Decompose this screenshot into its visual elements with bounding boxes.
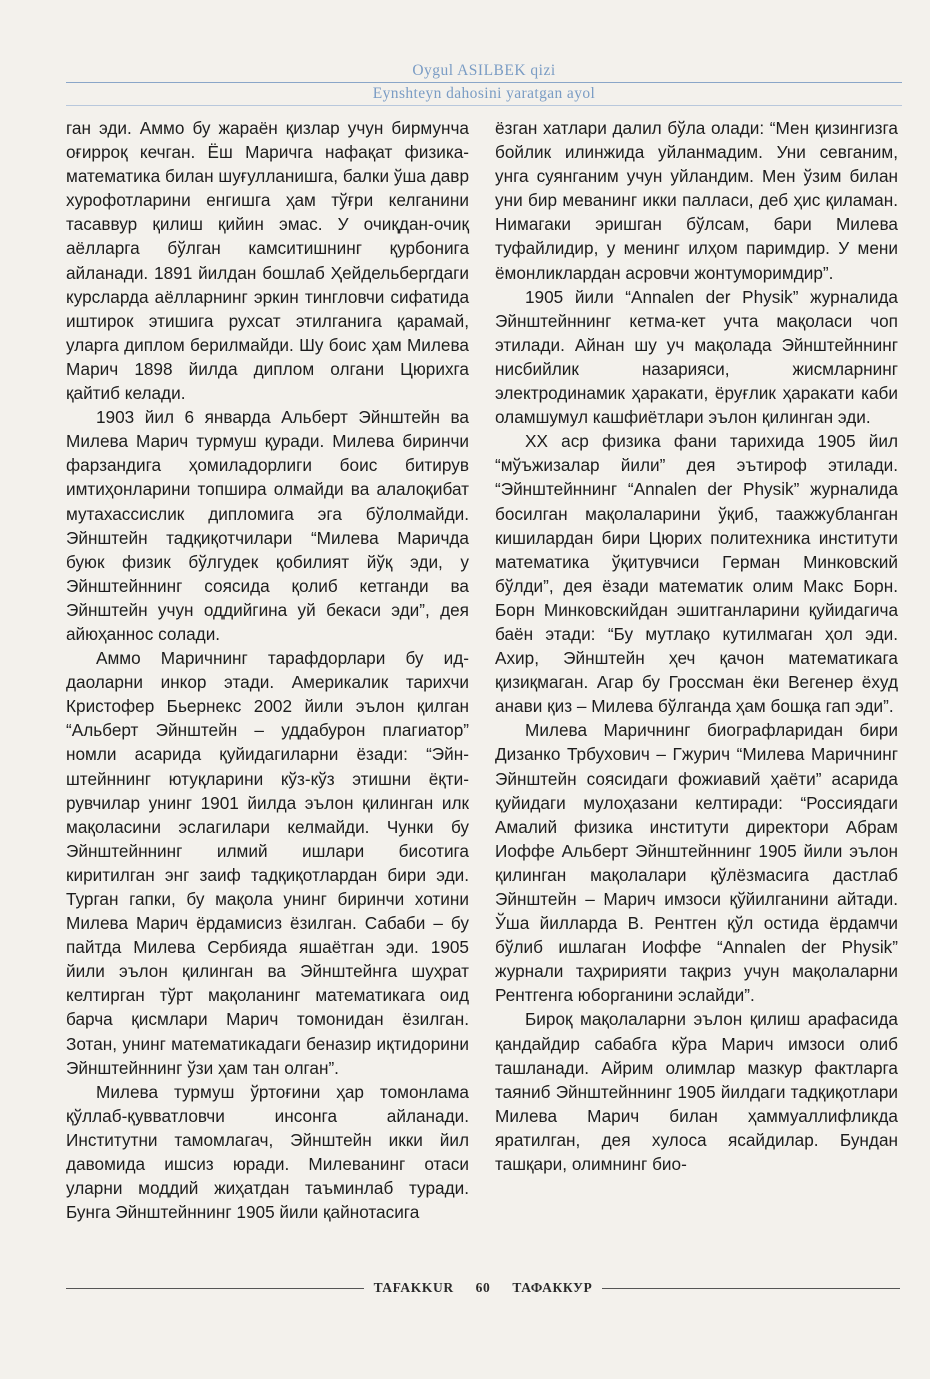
paragraph: XX аср физика фани тарихида 1905 йил “мўъжизалар йили” дея эътироф этилади. “Эйнштейннинг “Annalen der Physik” журналида босилган мақолаларини ўқиб, таажжубланган кишилардан бири Цюрих политехника институти математика ўқитувчиси Герман Минковский бўлди”, дея ёзади математик олим Макс Борн. Борн Минковскийдан эшитганларини қуйидагича баён этади: “Бу мутлақо кутилмаган ҳол эди. Ахир, Эйнштейн ҳеч қачон математикага қизиқмаган. Агар бу Гроссман ёки Вегенер ёхуд анави қиз – Милева бўлганда ҳам бошқа гап эди”. [495,431,898,717]
footer-rule-left [66,1288,364,1289]
paragraph: ган эди. Аммо бу жараён қизлар учун бирмунча оғирроқ кечган. Ёш Маричга нафақат физика-математика билан шуғулланишга, балки ўша давр хурофотларини енгишга ҳам тўғри келганини тасаввур қилиш қийин эмас. У очиқдан-очиқ аёлларга бўлган камситишнинг қурбонига айланади. 1891 йилдан бошлаб Ҳейдельбергдаги курсларда аёлларнинг эркин тингловчи сифатида иштирок этишига рухсат этилганига қарамай, уларга диплом берилмайди. Шу боис ҳам Милева Марич 1898 йилда диплом олгани Цюрихга қайтиб келади. [66,118,469,404]
paragraph: ёзган хатлари далил бўла олади: “Мен қизингизга бойлик илинжида уйланмадим. Уни севганим, унга суянганим учун уйландим. Мен ўзим билан уни бир меванинг икки палласи, деб ҳис қиламан. Нимагаки эришган бўлсам, бари Милева туфайлидир, у менинг илҳом паримдир. У мени ёмонликлардан асровчи жонтуморимдир”. [495,118,898,283]
paragraph: Бироқ мақолаларни эълон қилиш арафасида қандайдир сабабга кўра Марич имзоси олиб ташланади. Айрим олимлар мазкур фактларга таяниб Эйнштейннинг 1905 йилдаги тадқиқотлари Милева Марич билан ҳаммуаллифликда яратилган, дея хулоса ясайдилар. Бундан ташқари, олимнинг био- [495,1009,898,1175]
magazine-name-latin: TAFAKKUR [373,1280,454,1295]
running-head-title: Eynshteyn dahosini yaratgan ayol [372,85,596,102]
running-head-rule-lower [66,105,902,106]
text-column-right [495,116,898,1176]
paragraph: Милева Маричнинг биографларидан бири Дизанко Трбухович – Гжурич “Милева Маричнинг Эйнштейн соясидаги фожиавий ҳаёти” асарида қуйидаги мулоҳазани келтиради: “Россиядаги Амалий физика институти директори Абрам Иоффе Альберт Эйнштейннинг 1905 йили эълон қилинган мақолалари қўлёзмасига дастлаб Эйнштейн – Марич имзоси қўйилганини айтади. Ўша йилларда В. Рентген қўл остида ёрдамчи бўлиб ишлаган Иоффе “Annalen der Physik” журнали таҳририяти тақриз учун мақолаларни Рентгенга юборганини эслайди”. [495,720,898,1006]
paragraph: Аммо Маричнинг тарафдорлари бу иддаоларни инкор этади. Америкалик тарихчи Кристофер Бьернекс 2002 йили эълон қилган “Альберт Эйнштейн – уддабурон плагиатор” номли асарида қуйидагиларни ёзади: “Эйнштейннинг ютуқларини кўз-кўз этишни ёқтирувчилар унинг 1901 йилда эълон қилинган илк мақоласини эслагилари келмайди. Чунки бу Эйнштейннинг илмий ишлари бисотига киритилган энг заиф тадқиқотлардан бири эди. Турган гапки, бу мақола унинг биринчи хотини Милева Марич ёрдамисиз ёзилган. Сабаби – бу пайтда Милева Сербияда яшаётган эди. 1905 йили эълон қилинган ва Эйнштейнга шуҳрат келтирган тўрт мақоланинг математикага оид барча қисмлари Марич томонидан ёзилган. Зотан, унинг математикадаги беназир иқтидорини Эйнштейннинг ўзи ҳам тан олган”. [66,648,469,1078]
running-head-author: Oygul ASILBEK qizi [412,62,556,79]
paragraph: 1903 йил 6 январда Альберт Эйнштейн ва Милева Марич турмуш қуради. Милева биринчи фарзандига ҳомиладорлиги боис битирув имтиҳонларини топшира олмайди ва алалоқибат мутахассислик дипломига эга бўлолмайди. Эйнштейн тадқиқотчилари “Милева Маричда буюк физик бўлгудек қобилият йўқ эди, у Эйнштейннинг соясида қолиб кетганди ва Эйнштейн учун оддийгина уй бекаси эди”, дея айюҳаннос солади. [66,407,469,644]
magazine-name-cyrillic: ТАФАККУР [512,1280,593,1295]
paragraph: Милева турмуш ўртоғини ҳар томонлама қўллаб-қувватловчи инсонга айланади. Институтни тамомлагач, Эйнштейн икки йил давомида ишсиз юради. Милеванинг отаси уларни моддий жиҳатдан таъминлаб туради. Бунга Эйнштейннинг 1905 йили қайнотасига [66,1081,469,1223]
footer-rule-right [602,1288,900,1289]
text-column-left [66,116,469,1224]
running-head [66,60,902,106]
page-number: 60 [475,1280,491,1295]
page-footer [66,1276,900,1300]
paragraph: 1905 йили “Annalen der Physik” журналида Эйнштейннинг кетма-кет учта мақоласи чоп этилади. Айнан шу уч мақолада Эйнштейннинг нисбийлик назарияси, жисмларнинг электродинамик ҳаракати, ёруғлик ҳаракати каби оламшумул кашфиётлари эълон қилинган эди. [495,286,898,428]
